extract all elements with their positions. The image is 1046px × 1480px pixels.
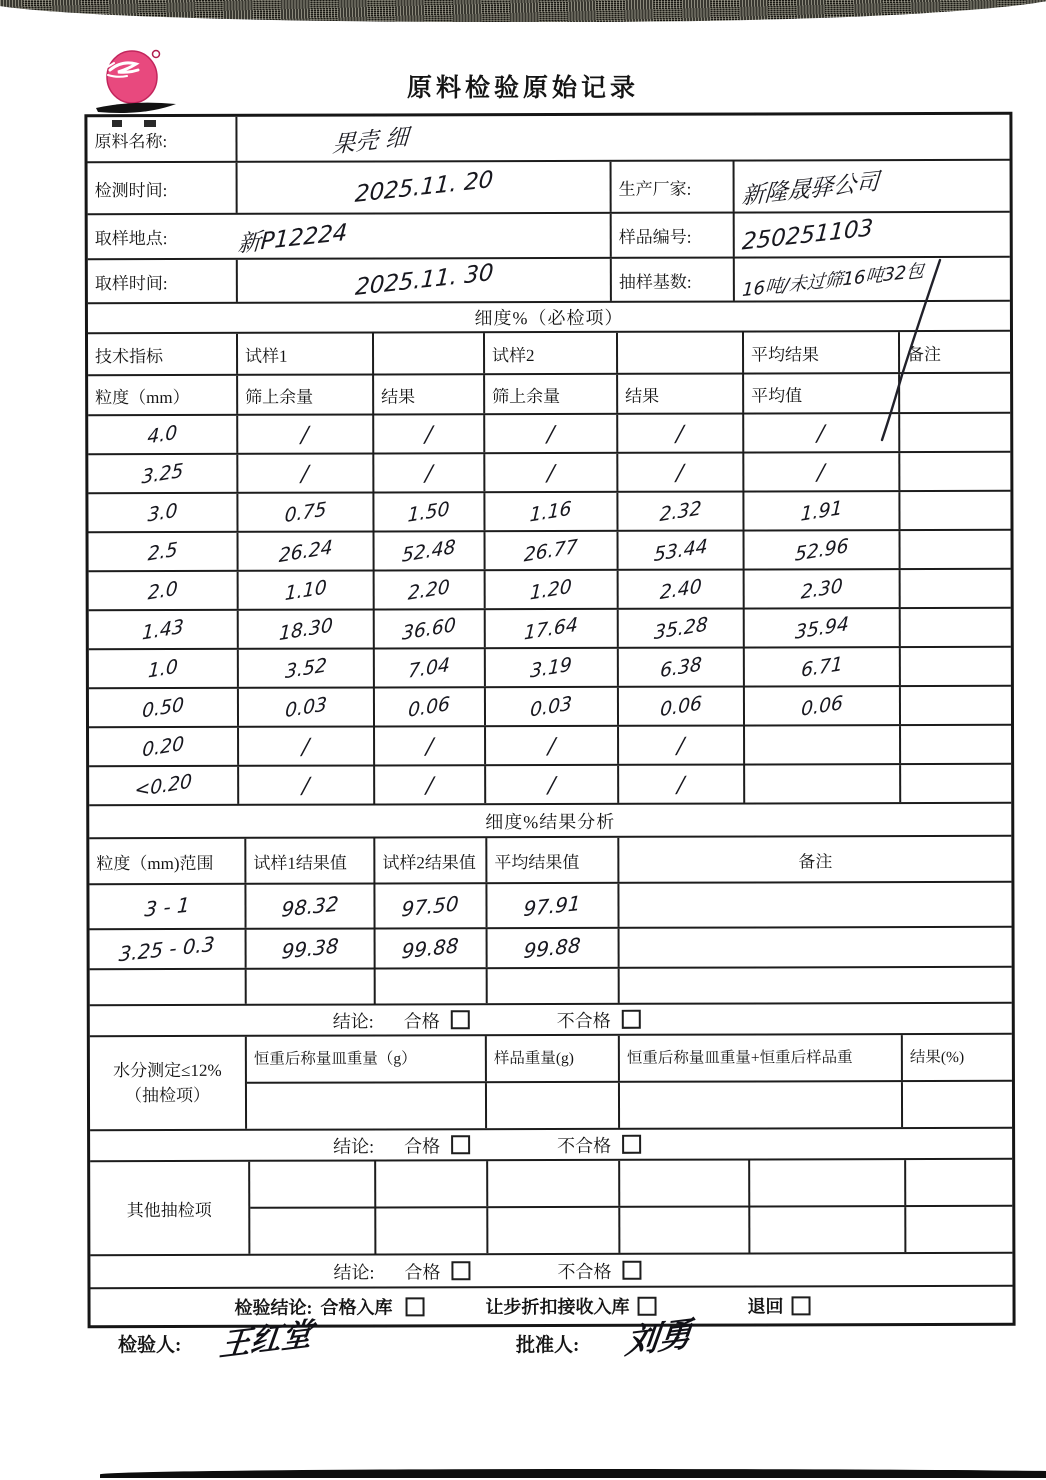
hw-value: / [546,459,556,486]
cell[interactable] [485,454,618,491]
analysis-row [89,883,1011,930]
analysis-section-title: 细度%结果分析 [485,811,616,832]
pass-checkbox[interactable] [451,1010,470,1029]
cell[interactable] [375,688,486,725]
sampling-place-joint [88,214,612,258]
scan-artifact-top [0,0,1046,22]
sampling-time-value: 2025.11. 30 [353,259,494,301]
sampling-base-value: 16吨/未过筛16吨32包 [741,260,925,302]
cell-size[interactable] [89,767,239,804]
fineness-row [89,765,1011,806]
col-remark-blank [900,374,1010,412]
hw-value: / [547,771,556,798]
cell-remark[interactable] [901,726,1011,763]
cell[interactable] [239,727,375,764]
hw-value: 35.28 [653,612,709,644]
cell[interactable] [246,884,375,927]
cell[interactable] [745,726,901,763]
cell[interactable] [238,415,374,452]
conclusion-row-1 [90,1004,1012,1037]
other-block [90,1160,1012,1256]
fineness-row [89,570,1011,611]
cell[interactable] [376,1208,488,1253]
cell[interactable] [238,454,374,491]
hw-size: 2.5 [147,537,179,566]
hw-size: <0.20 [133,769,193,802]
sample-no-value-cell[interactable] [735,213,1010,257]
hw-value: / [546,420,556,447]
cell[interactable] [375,766,486,803]
cell[interactable] [374,415,485,452]
moisture-label-1: 水分测定≤12% [113,1060,222,1080]
other-row [250,1207,1012,1254]
cell[interactable] [488,1208,620,1253]
cell-size[interactable] [89,611,239,648]
hw-value: 2.32 [659,496,702,526]
fineness-row [88,492,1010,533]
cell[interactable] [239,571,375,608]
cell[interactable] [375,610,486,647]
cell-size[interactable] [89,533,239,570]
hw-value: 0.06 [659,691,703,721]
col-blank1 [374,333,485,373]
cell[interactable] [376,969,488,1003]
cell[interactable] [375,727,486,764]
hw-value: / [425,733,434,759]
cell[interactable] [250,1208,376,1253]
cell[interactable] [374,493,485,530]
col-range: 粒度（mm)范围 [89,839,246,883]
final-label: 检验结论: [234,1297,313,1318]
hw-value: / [425,772,434,798]
test-time-value-cell[interactable] [238,162,612,213]
hw-value: 98.32 [280,890,340,922]
inspector-signature: 王红堂 [217,1316,315,1365]
analysis-header [89,837,1011,885]
hw-value: 3.19 [529,652,573,683]
cell[interactable] [618,453,744,490]
cell[interactable] [486,688,619,725]
cell[interactable] [744,492,900,529]
hw-value: / [676,732,686,758]
sampling-time-value-cell[interactable] [238,259,612,302]
inspection-form [84,112,1015,1328]
hw-value: 97.91 [523,890,582,921]
col-analysis-remark: 备注 [798,851,833,871]
conclusion-label: 结论: [333,1261,375,1283]
conclusion-content [90,1129,1012,1160]
hw-value: 36.60 [401,613,457,645]
hw-value: 2.30 [800,574,844,604]
col-result-pct: 结果(%) [909,1048,965,1066]
moisture-label-2: （抽检项） [124,1085,211,1106]
hw-range: 3.25 - 0.3 [118,931,216,967]
cell-remark[interactable] [900,453,1010,490]
col-result2: 结果 [618,374,744,412]
pass-label: 合格 [404,1261,441,1282]
test-time-label: 检测时间: [88,163,238,213]
cell[interactable] [745,765,901,802]
fineness-row [89,687,1011,728]
cell-remark[interactable] [620,928,1012,967]
col-dish-weight: 恒重后称量皿重量（g） [247,1036,487,1082]
hw-value: 3.52 [284,653,328,683]
moisture-header-row [247,1035,1012,1084]
col-particle-size: 粒度（mm） [88,376,238,414]
hw-value: 97.50 [401,890,460,922]
hw-value: 0.03 [530,691,573,722]
cell[interactable] [619,726,745,763]
hw-value: / [817,459,826,485]
col-dish-plus-sample: 恒重后称量皿重量+恒重后样品重 [620,1035,903,1081]
fineness-group-header [88,332,1010,376]
fineness-row [89,609,1011,650]
hw-value: / [300,421,310,447]
fail-checkbox[interactable] [622,1010,641,1029]
cell[interactable] [903,1082,1012,1127]
field-row-samplingtime [88,258,1010,304]
cell[interactable] [619,687,745,724]
material-value-cell[interactable] [237,115,1009,161]
material-value: 果壳 细 [331,123,410,159]
cell-remark[interactable] [619,883,1011,927]
hw-value: 99.38 [280,933,340,964]
cell[interactable] [906,1160,1012,1205]
hw-value: / [424,460,434,486]
pass-label: 合格 [404,1135,441,1156]
cell[interactable] [486,766,619,803]
hw-value: / [676,459,685,485]
fail-label: 不合格 [556,1010,611,1031]
pass-checkbox[interactable] [451,1135,470,1154]
cell-size[interactable] [89,689,239,726]
fineness-section-title: 细度%（必检项） [474,307,624,329]
fail-checkbox[interactable] [622,1261,641,1280]
pass-label: 合格 [403,1010,440,1031]
hw-value: 1.16 [529,496,573,527]
col-average: 平均值 [744,374,900,412]
cell-size[interactable] [88,455,238,492]
field-row-material [87,115,1009,163]
hw-value: 1.91 [800,496,843,526]
hw-value: 2.20 [407,575,451,605]
cell[interactable] [750,1207,906,1252]
cell[interactable] [375,649,486,686]
sampling-place-label: 取样地点: [94,228,168,249]
col-avg-result: 平均结果值 [487,838,619,882]
final-opt1: 合格入库 [320,1297,393,1318]
hw-size: 1.43 [141,614,185,645]
cell-size[interactable] [89,650,239,687]
hw-value: 2.40 [659,574,703,604]
other-row [250,1160,1012,1209]
cell-remark[interactable] [900,414,1010,451]
hw-size: 4.0 [146,420,178,449]
conclusion-content [90,1004,1012,1035]
hw-size: 2.0 [147,576,179,605]
hw-value: 1.50 [407,497,451,527]
hw-value: 26.77 [523,534,579,567]
other-label-cell: 其他抽检项 [90,1162,250,1254]
cell[interactable] [744,414,900,451]
hw-value: 17.64 [523,612,579,645]
sampling-time-label: 取样时间: [88,260,238,302]
final-opt1-checkbox[interactable] [406,1297,425,1316]
moisture-grid [247,1035,1012,1129]
cell[interactable] [239,766,375,803]
cell[interactable] [750,1160,906,1205]
conclusion-row-3 [90,1254,1012,1289]
cell[interactable] [238,493,374,530]
moisture-label-cell [90,1037,247,1129]
cell[interactable] [619,609,745,646]
fineness-row [89,648,1011,689]
field-row-testtime [88,161,1010,215]
inspector-label: 检验人: [118,1335,182,1356]
col-s2-result: 试样2结果值 [375,838,487,882]
col-tech-index: 技术指标 [88,334,238,374]
approver-label: 批准人: [516,1335,580,1356]
cell[interactable] [620,1082,903,1128]
hw-value: 0.75 [284,497,327,527]
cell-size[interactable] [89,572,239,609]
cell-remark[interactable] [901,648,1011,685]
cell[interactable] [485,493,618,530]
col-s1-result: 试样1结果值 [246,838,375,882]
cell[interactable] [247,929,376,967]
cell[interactable] [619,531,745,568]
cell[interactable] [906,1207,1012,1252]
fail-label: 不合格 [557,1135,612,1156]
cell[interactable] [376,1161,488,1206]
col-residue1: 筛上余量 [238,375,374,413]
cell[interactable] [618,492,744,529]
hw-size: 3.25 [140,458,184,489]
final-opt3-checkbox[interactable] [792,1296,811,1315]
hw-value: / [816,420,826,446]
hw-value: / [424,421,434,447]
hw-value: 99.88 [523,932,582,964]
cell[interactable] [375,884,487,927]
cell[interactable] [620,1160,750,1205]
cell[interactable] [745,570,901,607]
conclusion-label: 结论: [333,1135,375,1157]
hw-value: 1.10 [284,575,328,605]
pass-checkbox[interactable] [451,1261,470,1280]
cell-range[interactable] [90,970,247,1004]
cell[interactable] [745,648,901,685]
analysis-row-empty [90,968,1012,1006]
fineness-row [89,531,1011,572]
conclusion-content [90,1254,1012,1287]
cell[interactable] [486,610,619,647]
hw-value: 53.44 [653,534,708,566]
cell-size[interactable] [88,494,238,531]
cell[interactable] [619,648,745,685]
cell[interactable] [486,649,619,686]
cell[interactable] [745,531,901,568]
cell[interactable] [486,727,619,764]
cell[interactable] [250,1161,376,1206]
final-opt3: 退回 [747,1296,784,1317]
hw-value: / [301,460,310,486]
analysis-section-bar [89,804,1011,839]
hw-value: 35.94 [794,612,850,644]
cell[interactable] [239,688,375,725]
col-result1: 结果 [374,375,485,413]
hw-value: 0.06 [800,691,844,721]
hw-value: / [547,732,556,759]
cell[interactable] [488,969,620,1003]
cell-range[interactable] [90,930,247,968]
cell-remark[interactable] [901,765,1011,802]
manufacturer-label: 生产厂家: [612,162,735,212]
hw-size: 3.0 [146,498,178,527]
sampling-base-label: 抽样基数: [612,259,735,301]
col-residue2: 筛上余量 [485,375,618,413]
hw-value: 1.20 [529,574,573,605]
other-grid [250,1160,1012,1254]
cell[interactable] [619,765,745,802]
field-row-samplingplace [88,213,1010,260]
cell[interactable] [744,453,900,490]
hw-value: 0.06 [408,692,451,722]
cell[interactable] [618,414,744,451]
cell-range[interactable] [89,885,246,928]
hw-value: / [301,733,311,759]
hw-value: / [675,420,685,446]
hw-value: 26.24 [278,535,333,567]
hw-value: 0.03 [284,692,328,722]
col-sample2: 试样2 [485,333,618,373]
cell-size[interactable] [88,416,238,453]
cell[interactable] [485,415,618,452]
manufacturer-value: 新隆晟驿公司 [740,168,880,210]
final-opt2: 让步折扣接收入库 [485,1296,630,1318]
moisture-value-row [247,1082,1012,1129]
cell[interactable] [486,571,619,608]
manufacturer-value-cell[interactable] [735,161,1010,212]
cell[interactable] [487,884,619,927]
cell[interactable] [239,610,375,647]
fineness-row [88,453,1010,494]
cell[interactable] [374,454,485,491]
cell[interactable] [376,929,488,967]
cell-remark[interactable] [901,570,1011,607]
cell[interactable] [239,532,375,569]
sample-no-label: 样品编号: [612,214,735,257]
scan-artifact-bottom [100,1469,1046,1478]
conclusion-row-2 [90,1129,1012,1162]
fineness-row [89,726,1011,767]
fineness-section-bar [88,302,1010,334]
cell-remark[interactable] [901,531,1011,568]
cell-remark[interactable] [900,492,1010,529]
col-remark: 备注 [907,344,942,364]
cell[interactable] [745,609,901,646]
moisture-block [90,1035,1012,1131]
page-title: 原料检验原始记录 [406,75,639,102]
hw-value: 6.38 [659,652,703,682]
cell-remark[interactable] [620,968,1012,1003]
cell[interactable] [488,1161,620,1206]
cell[interactable] [375,532,486,569]
fineness-col-header [88,374,1010,416]
hw-value: 52.48 [401,535,457,567]
fail-checkbox[interactable] [622,1135,641,1154]
cell[interactable] [247,1083,487,1129]
cell-size[interactable] [89,728,239,765]
approver-signature: 刘勇 [623,1313,694,1362]
fineness-row [88,414,1010,455]
cell[interactable] [620,1207,750,1252]
hw-value: 7.04 [407,653,451,683]
cell-remark[interactable] [901,609,1011,646]
cell[interactable] [487,1083,620,1128]
cell[interactable] [486,532,619,569]
hw-size: 1.0 [147,654,179,683]
cell[interactable] [745,687,901,724]
sampling-place-value[interactable]: 新P12224 [236,219,349,258]
hw-range: 3 - 1 [143,891,191,922]
cell-remark[interactable] [901,687,1011,724]
sampling-base-value-cell[interactable] [735,258,1010,301]
col-average-result: 平均结果 [744,332,900,372]
col-blank2 [618,332,744,372]
col-sample-weight: 样品重量(g) [487,1036,620,1081]
hw-value: 99.88 [401,933,460,964]
cell[interactable] [239,649,375,686]
conclusion-label: 结论: [332,1010,374,1032]
hw-value: 18.30 [278,613,334,645]
material-label: 原料名称: [87,117,237,161]
analysis-row [90,928,1012,970]
hw-value: / [676,771,686,797]
hw-value: 52.96 [794,534,849,566]
hw-size: 0.50 [141,692,185,723]
col-sample1: 试样1 [238,333,374,373]
fail-label: 不合格 [557,1261,612,1282]
hw-value: 6.71 [800,652,844,682]
cell[interactable] [247,969,376,1003]
cell[interactable] [488,929,620,967]
hw-size: 0.20 [141,731,185,762]
hw-value: / [301,772,311,798]
cell[interactable] [375,571,486,608]
test-time-value: 2025.11. 20 [353,166,494,208]
cell[interactable] [619,570,745,607]
sample-no-value: 250251103 [741,214,874,256]
